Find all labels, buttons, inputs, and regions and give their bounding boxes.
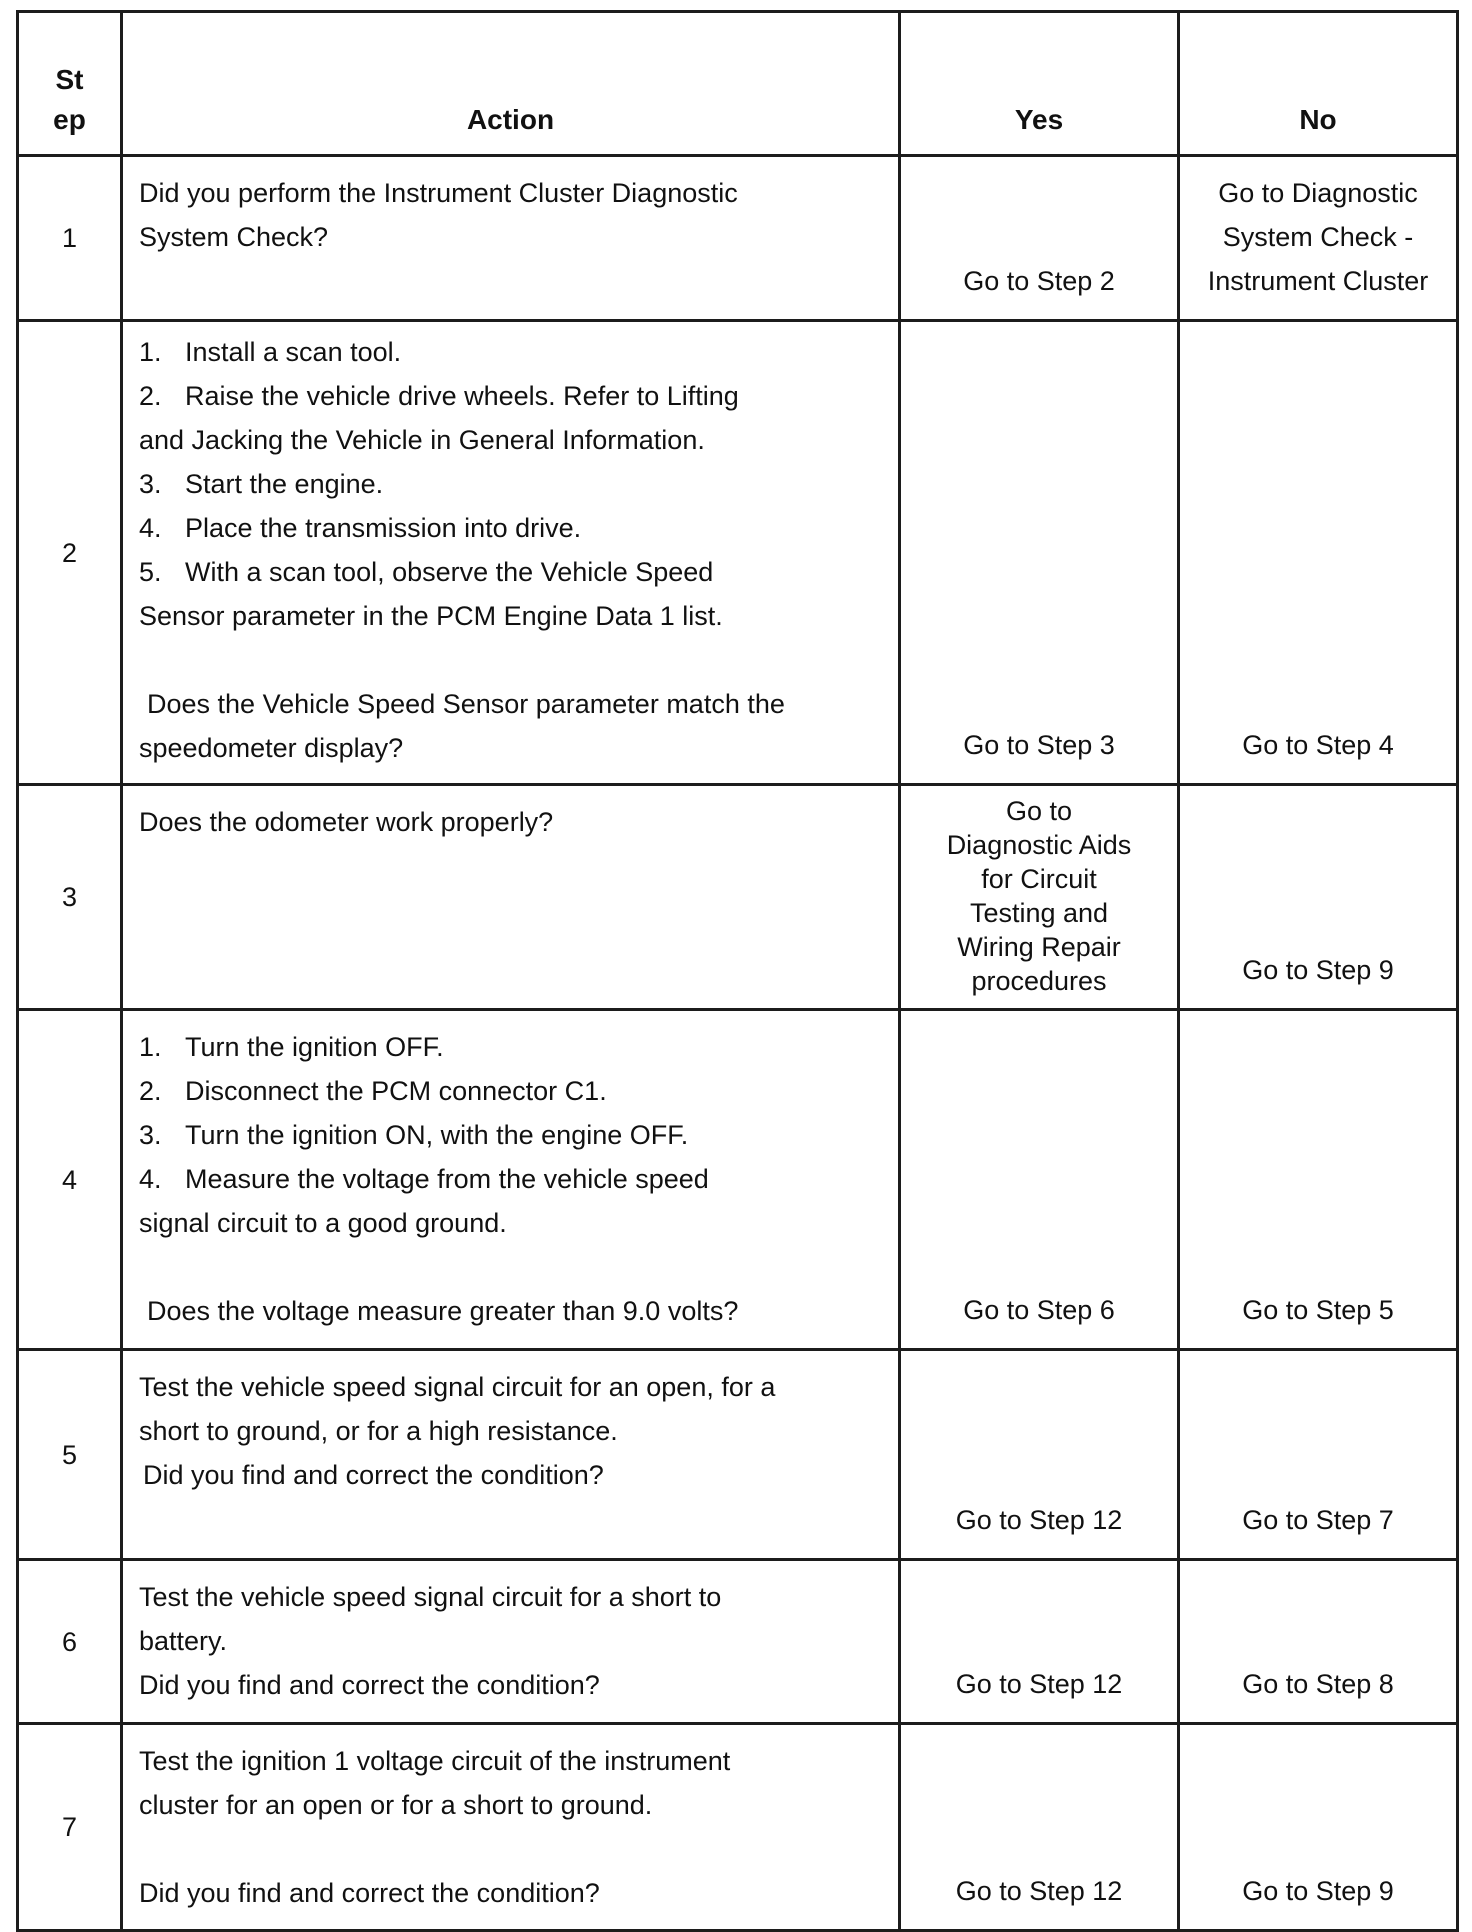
- no-cell: Go to Step 4: [1179, 321, 1458, 785]
- action-item: 3. Turn the ignition ON, with the engine OFF.: [139, 1120, 689, 1150]
- no-cell: Go to Step 9: [1179, 1724, 1458, 1931]
- table-row: [18, 321, 1458, 785]
- action-item: signal circuit to a good ground.: [139, 1208, 507, 1238]
- action-item: 1. Turn the ignition OFF.: [139, 1032, 444, 1062]
- question-line: Does the Vehicle Speed Sensor parameter match the: [147, 689, 785, 719]
- action-cell: [122, 1010, 900, 1350]
- yes-line: for Circuit: [981, 864, 1097, 894]
- table-row: [18, 156, 1458, 321]
- action-cell: [122, 785, 900, 1010]
- yes-cell: Go to Step 3: [900, 321, 1179, 785]
- action-item: and Jacking the Vehicle in General Information.: [139, 425, 705, 455]
- table-row: [18, 1724, 1458, 1931]
- table-row: [18, 1010, 1458, 1350]
- yes-cell: Go to Step 12: [900, 1350, 1179, 1560]
- no-cell: Go to Step 8: [1179, 1560, 1458, 1724]
- action-cell: [122, 321, 900, 785]
- action-item: 3. Start the engine.: [139, 469, 384, 499]
- action-line: Does the odometer work properly?: [139, 807, 554, 837]
- no-cell: Go to Step 5: [1179, 1010, 1458, 1350]
- step-number: 3: [18, 785, 122, 1010]
- header-action: Action: [122, 12, 900, 156]
- yes-line: Testing and: [969, 898, 1109, 928]
- action-line: Did you find and correct the condition?: [143, 1460, 604, 1490]
- step-number: 1: [18, 156, 122, 321]
- diagnostic-table: [16, 10, 1459, 1932]
- action-cell: [122, 1560, 900, 1724]
- yes-line: procedures: [971, 966, 1107, 996]
- yes-cell: Go to Step 12: [900, 1724, 1179, 1931]
- action-item: Sensor parameter in the PCM Engine Data 1 list.: [139, 601, 723, 631]
- step-number: 6: [18, 1560, 122, 1724]
- action-line: short to ground, or for a high resistance.: [139, 1416, 618, 1446]
- action-item: 2. Disconnect the PCM connector C1.: [139, 1076, 607, 1106]
- action-item: 5. With a scan tool, observe the Vehicle Speed: [139, 557, 714, 587]
- action-line: Test the vehicle speed signal circuit for an open, for a: [139, 1372, 776, 1402]
- action-line: cluster for an open or for a short to ground.: [139, 1790, 653, 1820]
- action-line: System Check?: [139, 222, 329, 252]
- header-step-line1: St: [55, 64, 84, 95]
- header-step-line2: ep: [53, 104, 86, 135]
- action-cell: [122, 1724, 900, 1931]
- yes-cell: Go to Step 12: [900, 1560, 1179, 1724]
- action-line: battery.: [139, 1626, 228, 1656]
- action-cell: [122, 1350, 900, 1560]
- table-row: [18, 785, 1458, 1010]
- table-row: [18, 1350, 1458, 1560]
- header-no: No: [1179, 12, 1458, 156]
- question-line: Does the voltage measure greater than 9.0 volts?: [147, 1296, 739, 1326]
- yes-cell: Go to Step 2: [900, 156, 1179, 321]
- diagnostic-table-sheet: [16, 10, 1456, 1914]
- action-item: 2. Raise the vehicle drive wheels. Refer to Lifting: [139, 381, 739, 411]
- no-line: Go to Diagnostic: [1218, 178, 1418, 208]
- action-line: Did you perform the Instrument Cluster Diagnostic: [139, 178, 738, 208]
- action-item: 1. Install a scan tool.: [139, 337, 402, 367]
- step-number: 5: [18, 1350, 122, 1560]
- no-cell: Go to Step 7: [1179, 1350, 1458, 1560]
- question-line: speedometer display?: [139, 733, 404, 763]
- action-cell: [122, 156, 900, 321]
- step-number: 4: [18, 1010, 122, 1350]
- action-line: Test the vehicle speed signal circuit for a short to: [139, 1582, 722, 1612]
- question-line: Did you find and correct the condition?: [139, 1878, 600, 1908]
- yes-line: Go to: [1005, 796, 1073, 826]
- header-yes: Yes: [900, 12, 1179, 156]
- action-line: Did you find and correct the condition?: [139, 1670, 600, 1700]
- header-row: [18, 12, 1458, 156]
- action-line: Test the ignition 1 voltage circuit of the instrument: [139, 1746, 731, 1776]
- yes-line: Wiring Repair: [957, 932, 1121, 962]
- yes-cell: [900, 785, 1179, 1010]
- action-item: 4. Place the transmission into drive.: [139, 513, 582, 543]
- step-number: 7: [18, 1724, 122, 1931]
- no-line: Instrument Cluster: [1207, 266, 1429, 296]
- yes-line: Diagnostic Aids: [946, 830, 1132, 860]
- no-line: System Check -: [1222, 222, 1414, 252]
- step-number: 2: [18, 321, 122, 785]
- action-item: 4. Measure the voltage from the vehicle speed: [139, 1164, 709, 1194]
- header-step: [18, 12, 122, 156]
- no-cell: Go to Step 9: [1179, 785, 1458, 1010]
- table-row: [18, 1560, 1458, 1724]
- yes-cell: Go to Step 6: [900, 1010, 1179, 1350]
- no-cell: [1179, 156, 1458, 321]
